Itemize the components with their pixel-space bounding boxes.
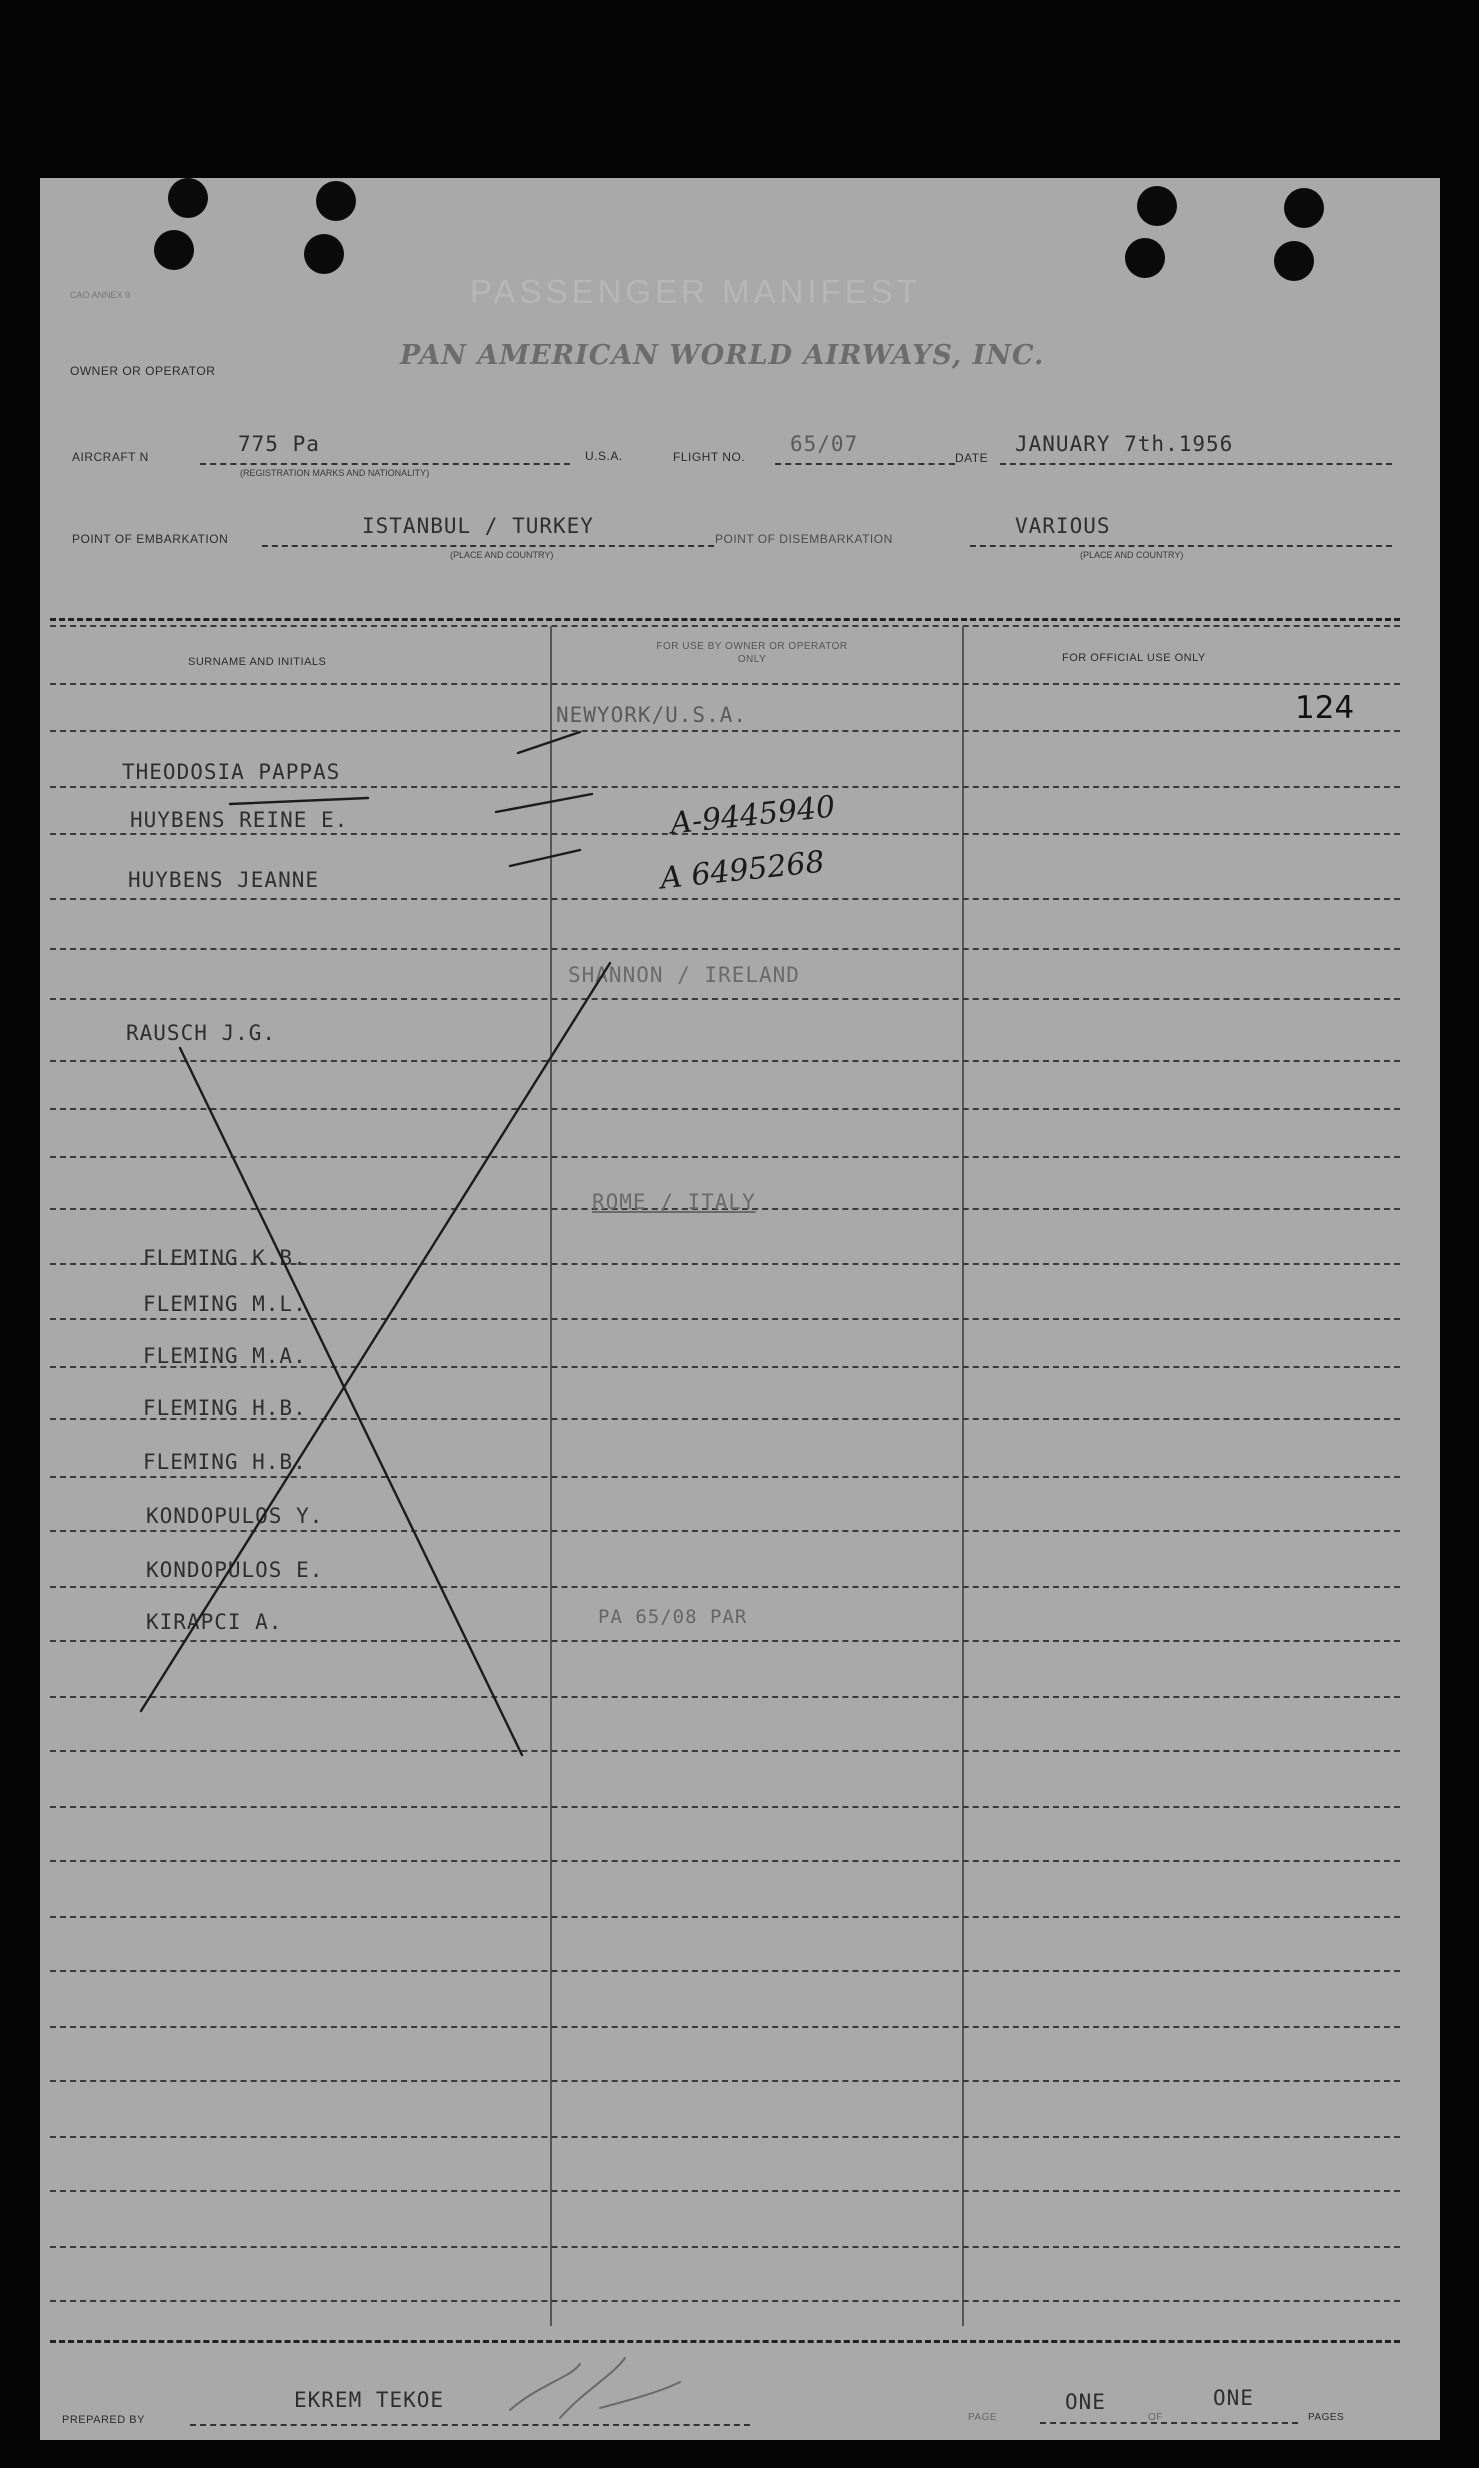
passenger-name: HUYBENS REINE E.: [130, 808, 349, 832]
cross-out-stroke: [180, 1048, 522, 1755]
prepared-by-value: EKREM TEKOE: [294, 2388, 445, 2412]
embark-label: POINT OF EMBARKATION: [72, 532, 229, 546]
pages-label: PAGES: [1308, 2412, 1345, 2423]
passenger-name: HUYBENS JEANNE: [128, 868, 320, 892]
destination-rome: ROME / ITALY: [592, 1190, 756, 1214]
aircraft-value: 775 Pa: [238, 432, 320, 456]
check-mark: [518, 732, 580, 753]
handwritten-number-1: A-9445940: [668, 789, 837, 842]
cross-out-stroke: [141, 963, 610, 1711]
passenger-name: FLEMING H.B.: [143, 1396, 307, 1420]
page-value: ONE: [1065, 2390, 1106, 2414]
form-title: PASSENGER MANIFEST: [470, 273, 921, 310]
aircraft-label: AIRCRAFT N: [72, 450, 149, 464]
passenger-name: KIRAPCI A.: [146, 1610, 283, 1634]
page-label: PAGE: [968, 2412, 998, 2423]
col-header-surname: SURNAME AND INITIALS: [188, 656, 327, 668]
passenger-name: RAUSCH J.G.: [126, 1021, 277, 1045]
date-label: DATE: [955, 451, 989, 465]
usa-label: U.S.A.: [585, 449, 623, 463]
disembark-label: POINT OF DISEMBARKATION: [715, 532, 893, 546]
corner-note: CAO ANNEX 9: [70, 290, 131, 300]
initials-signature: [510, 2358, 680, 2418]
destination-newyork: NEWYORK/U.S.A.: [556, 703, 748, 727]
transfer-note: PA 65/08 PAR: [598, 1606, 748, 1628]
date-value: JANUARY 7th.1956: [1015, 432, 1234, 456]
manifest-sheet: [40, 178, 1440, 2440]
of-value: ONE: [1213, 2386, 1254, 2410]
passenger-name: FLEMING K.B.: [143, 1246, 307, 1270]
passenger-name: KONDOPULOS E.: [146, 1558, 324, 1582]
check-mark: [496, 794, 592, 812]
disembark-value: VARIOUS: [1015, 514, 1111, 538]
page-number-stamp: 124: [1295, 690, 1355, 726]
col-header-operator: FOR USE BY OWNER OR OPERATOR ONLY: [656, 641, 848, 665]
of-label: OF: [1148, 2412, 1163, 2423]
disembark-caption: (PLACE AND COUNTRY): [1080, 550, 1184, 560]
registration-caption: (REGISTRATION MARKS AND NATIONALITY): [240, 468, 430, 478]
owner-label: OWNER OR OPERATOR: [70, 364, 216, 378]
passenger-name: THEODOSIA PAPPAS: [122, 760, 341, 784]
passenger-name: FLEMING M.A.: [143, 1344, 307, 1368]
pen-marks: [40, 178, 1440, 2440]
col-header-official: FOR OFFICIAL USE ONLY: [1062, 652, 1206, 664]
flight-label: FLIGHT NO.: [673, 450, 746, 464]
flight-value: 65/07: [790, 432, 859, 456]
embark-caption: (PLACE AND COUNTRY): [450, 550, 554, 560]
destination-shannon: SHANNON / IRELAND: [568, 963, 800, 987]
passenger-name: FLEMING H.B.: [143, 1450, 307, 1474]
check-mark: [510, 850, 580, 866]
name-underline-mark: [230, 798, 368, 804]
airline-name: PAN AMERICAN WORLD AIRWAYS, INC.: [400, 340, 1045, 371]
embark-value: ISTANBUL / TURKEY: [362, 514, 594, 538]
handwritten-number-2: A 6495268: [658, 844, 827, 897]
prepared-by-label: PREPARED BY: [62, 2414, 145, 2426]
passenger-name: FLEMING M.L.: [143, 1292, 307, 1316]
passenger-name: KONDOPULOS Y.: [146, 1504, 324, 1528]
